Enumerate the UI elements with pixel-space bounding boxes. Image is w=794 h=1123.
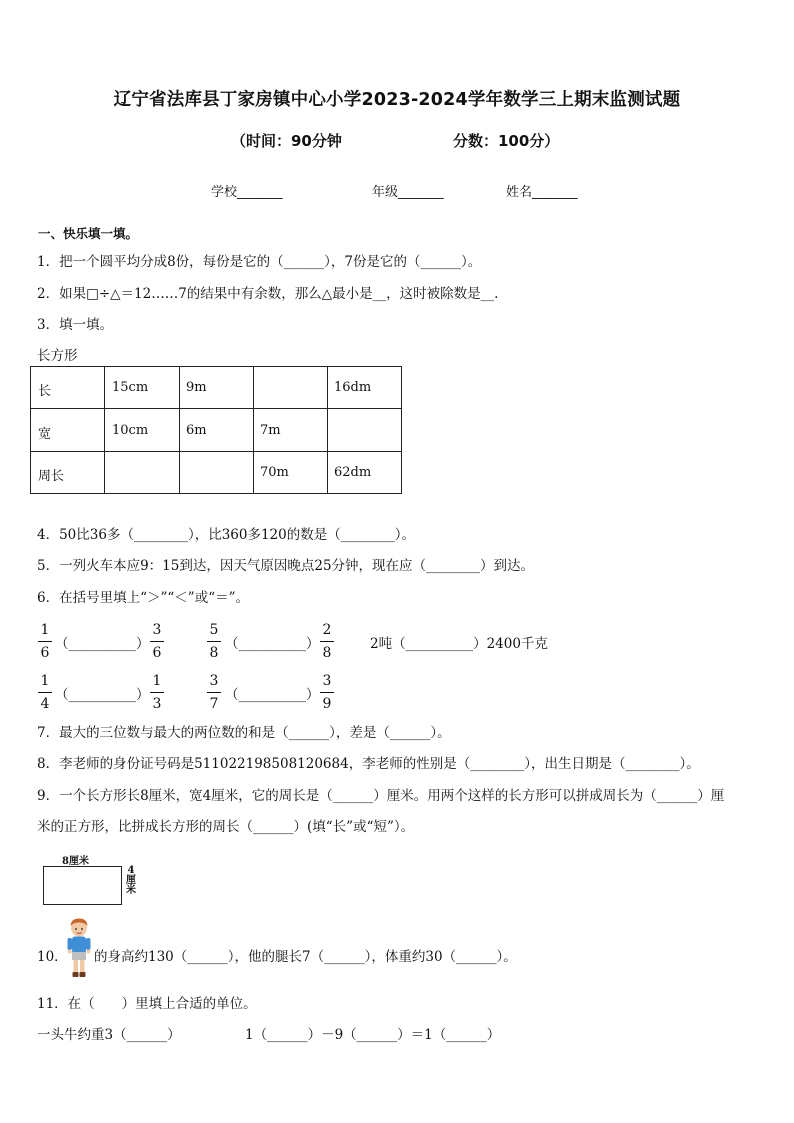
question-11: 11．在（ ）里填上合适的单位。: [37, 996, 257, 1012]
grade-field: 年级_______: [372, 185, 444, 200]
fraction: [150, 673, 164, 713]
fraction: [207, 622, 221, 662]
table-cell: 9m: [186, 380, 207, 395]
table-cell: 15cm: [112, 380, 149, 395]
answer-blank: （__________）: [55, 636, 150, 652]
question-9-line-1: 9．一个长方形长8厘米，宽4厘米，它的周长是（______）厘米。用两个这样的长方形可以拼成周长为（______）厘: [37, 788, 725, 804]
numerator: 3: [152, 622, 162, 638]
table-cell: 62dm: [334, 465, 372, 480]
fraction: [207, 673, 221, 713]
answer-blank: （__________）: [55, 687, 150, 703]
numerator: 1: [40, 622, 50, 638]
table-cell: 周长: [38, 469, 65, 484]
rectangle-figure: [43, 866, 122, 905]
question-1: 1．把一个圆平均分成8份，每份是它的（______），7份是它的（______）。: [37, 254, 482, 270]
denominator: 6: [40, 645, 50, 661]
page-title: 辽宁省法库县丁家房镇中心小学2023-2024学年数学三上期末监测试题: [113, 90, 681, 110]
numerator: 1: [152, 673, 162, 689]
rect-width-label: 4厘米: [126, 865, 136, 896]
denominator: 8: [209, 645, 219, 661]
fraction: [320, 622, 334, 662]
denominator: 7: [209, 696, 219, 712]
name-field: 姓名_______: [506, 185, 578, 200]
question-3: 3．填一填。: [37, 317, 114, 333]
fraction: [150, 622, 164, 662]
denominator: 3: [152, 696, 162, 712]
table-cell: 16dm: [334, 380, 372, 395]
table-cell: 70m: [260, 465, 289, 480]
numerator: 2: [322, 622, 332, 638]
table-cell: 宽: [38, 427, 52, 442]
denominator: 4: [40, 696, 50, 712]
question-11-part-b: 1（______）－9（______）＝1（______）: [245, 1027, 501, 1043]
answer-blank: （__________）: [225, 687, 320, 703]
answer-blank: （__________）: [225, 636, 320, 652]
table-cell: 7m: [260, 423, 281, 438]
table-cell: 10cm: [112, 423, 149, 438]
exam-score: 分数：100分）: [453, 132, 560, 150]
fraction: [320, 673, 334, 713]
numerator: 1: [40, 673, 50, 689]
table-cell: 长: [38, 384, 52, 399]
question-10-number: 10．: [37, 949, 68, 965]
denominator: 9: [322, 696, 332, 712]
table-caption: 长方形: [37, 348, 78, 364]
numerator: 3: [209, 673, 219, 689]
boy-icon: [64, 917, 94, 981]
question-6: 6．在括号里填上“＞”“＜”或“＝”。: [37, 590, 249, 606]
section-heading: 一、快乐填一填。: [38, 226, 139, 241]
question-4: 4．50比36多（________），比360多120的数是（________）。: [37, 527, 415, 543]
rect-length-label: 8厘米: [62, 856, 89, 867]
question-10-text: 的身高约130（______），他的腿长7（______），体重约30（______）。: [94, 949, 517, 965]
exam-time: （时间：90分钟: [231, 132, 342, 150]
question-9-line-2: 米的正方形，比拼成长方形的周长（______）(填“长”或“短”）。: [37, 819, 415, 835]
question-8: 8．李老师的身份证号码是511022198508120684，李老师的性别是（________），出生日期是（________）。: [37, 756, 700, 772]
question-7: 7．最大的三位数与最大的两位数的和是（______），差是（______）。: [37, 725, 451, 741]
numerator: 3: [322, 673, 332, 689]
school-field: 学校_______: [211, 185, 283, 200]
denominator: 6: [152, 645, 162, 661]
numerator: 5: [209, 622, 219, 638]
weight-comparison: 2吨（__________）2400千克: [370, 636, 548, 652]
fraction: [38, 622, 52, 662]
fraction: [38, 673, 52, 713]
question-11-part-a: 一头牛约重3（______）: [37, 1027, 181, 1043]
question-5: 5．一列火车本应9：15到达，因天气原因晚点25分钟，现在应（________）到达。: [37, 558, 535, 574]
denominator: 8: [322, 645, 332, 661]
table-cell: 6m: [186, 423, 207, 438]
question-2: 2．如果□÷△＝12……7的结果中有余数，那么△最小是__，这时被除数是__.: [37, 286, 499, 302]
